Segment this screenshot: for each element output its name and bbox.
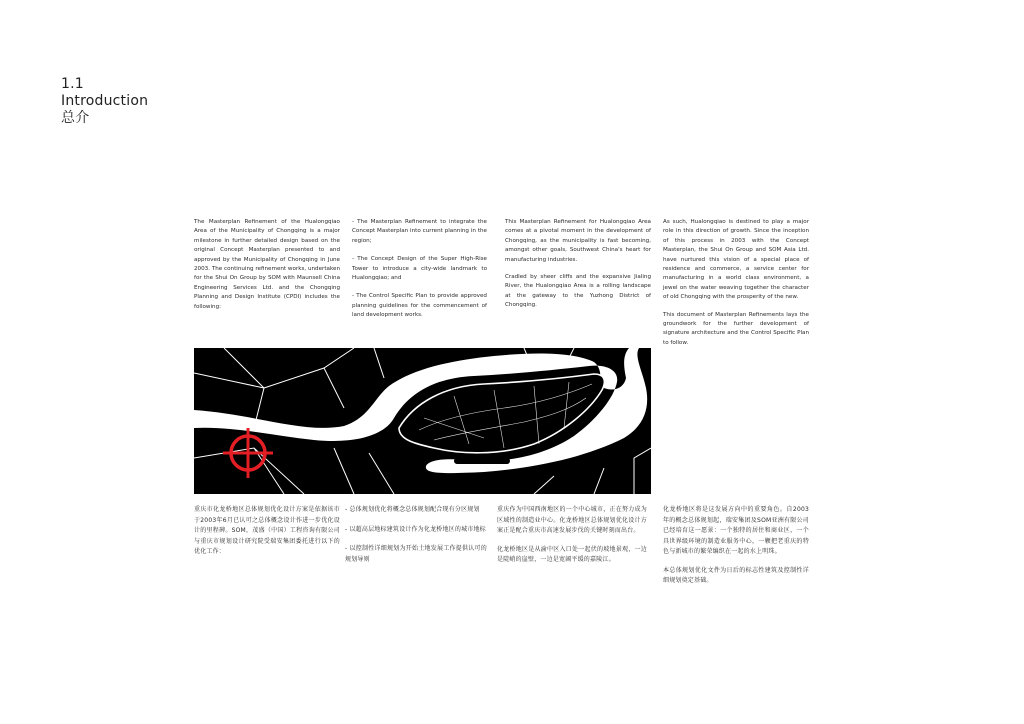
scope-list-zh: [345, 505, 487, 565]
river-island: [454, 458, 510, 464]
list-item: - The Masterplan Refinement to integrate the Concept Masterplan into current planning in the region;: [352, 219, 487, 244]
english-column-1: [194, 218, 340, 320]
paragraph: This document of Masterplan Refinements lays the groundwork for the further development of signature architecture and the Control Specific Plan to follow.: [663, 311, 809, 346]
chinese-column-4: [663, 505, 809, 595]
list-item: - The Control Specific Plan to provide approved planning guidelines for the commencement of land development works.: [352, 293, 487, 319]
paragraph: 化龙桥地区将是这发展方向中的重要角色。自2003年的概念总体规划起，瑞安集团及SOM亚洲有限公司已经培育这一愿景：一个独特的居住和商业区，一个具世界级环境的制造业服务中心，一颗把老重庆的特色与新城市的繁荣编织在一起的水上明珠。: [663, 506, 809, 555]
site-map: [194, 348, 651, 494]
paragraph: 重庆市化龙桥地区总体规划优化设计方案是依据该市于2003年6月已认可之总体概念设计作进一步优化设计的里程碑。SOM，茂盛（中国）工程咨询有限公司与重庆市规划设计研究院受瑞安集团委托进行以下的优化工作：: [194, 506, 340, 555]
chinese-column-1: [194, 505, 340, 566]
section-heading: [61, 76, 148, 127]
english-column-2: [352, 218, 487, 330]
list-item: - The Concept Design of the Super High-Rise Tower to introduce a city-wide landmark to Hualongqiao; and: [352, 256, 487, 282]
chinese-column-2: [345, 505, 487, 574]
paragraph: 本总体规划优化文件为日后的标志性建筑及控制性详细规划奠定基础。: [663, 566, 809, 584]
paragraph: This Masterplan Refinement for Hualongqiao Area comes at a pivotal moment in the development of Chongqing, as the municipality is fast becoming, amongst other goals, Southwest China's heart for manufacturing industries.: [505, 219, 651, 263]
scope-list: [352, 218, 487, 321]
list-item: - 总体规划优化将概念总体规划配合现有分区规划: [345, 506, 480, 513]
paragraph: As such, Hualongqiao is destined to play a major role in this direction of growth. Since the inception of this process in 2003 with the Concept Masterplan, the Shui On Group and SOM Asia Ltd. have nurtured this vision of a special place of residence and commerce, a service center for manufacturing in a world class environment, a jewel on the water weaving together the character of old Chongqing with the prosperity of the new.: [663, 219, 809, 301]
chinese-column-3: [497, 505, 647, 574]
paragraph: The Masterplan Refinement of the Hualongqiao Area of the Municipality of Chongqing is a major milestone in further detailed design based on the original Concept Masterplan presented to and approved by the Municipality of Chongqing in June 2003. The continuing refinement works, undertaken for the Shui On Group by SOM with Maunsell China Engineering Services Ltd. and the Chongqing Planning and Design Institute (CPDI) includes the following:: [194, 219, 340, 310]
list-item: - 以超高层地标建筑设计作为化龙桥地区的城市地标: [345, 525, 486, 533]
section-title-en: Introduction: [61, 93, 149, 109]
paragraph: Cradled by sheer cliffs and the expansive Jialing River, the Hualongqiao Area is a rolling landscape at the gateway to the Yuzhong District of Chongqing.: [505, 274, 651, 309]
english-column-3: [505, 218, 651, 319]
site-map-graphic: [194, 348, 651, 494]
section-number: 1.1: [61, 76, 84, 92]
paragraph: 重庆作为中国西南地区的一个中心城市，正在努力成为区域性的制造业中心。化龙桥地区总体规划优化设计方案正是配合重庆市高速发展步伐的关键时刻而出台。: [497, 506, 647, 534]
english-column-4: [663, 218, 809, 356]
section-title-zh: 总介: [61, 110, 90, 126]
paragraph: 化龙桥地区是从渝中区入口处一起伏的坡地景观，一边是陡峭的崖壁，一边是宽阔平缓的嘉陵江。: [497, 545, 647, 563]
list-item: - 以控制性详细规划为开始土地发展工作提供认可的规划导则: [345, 545, 487, 563]
